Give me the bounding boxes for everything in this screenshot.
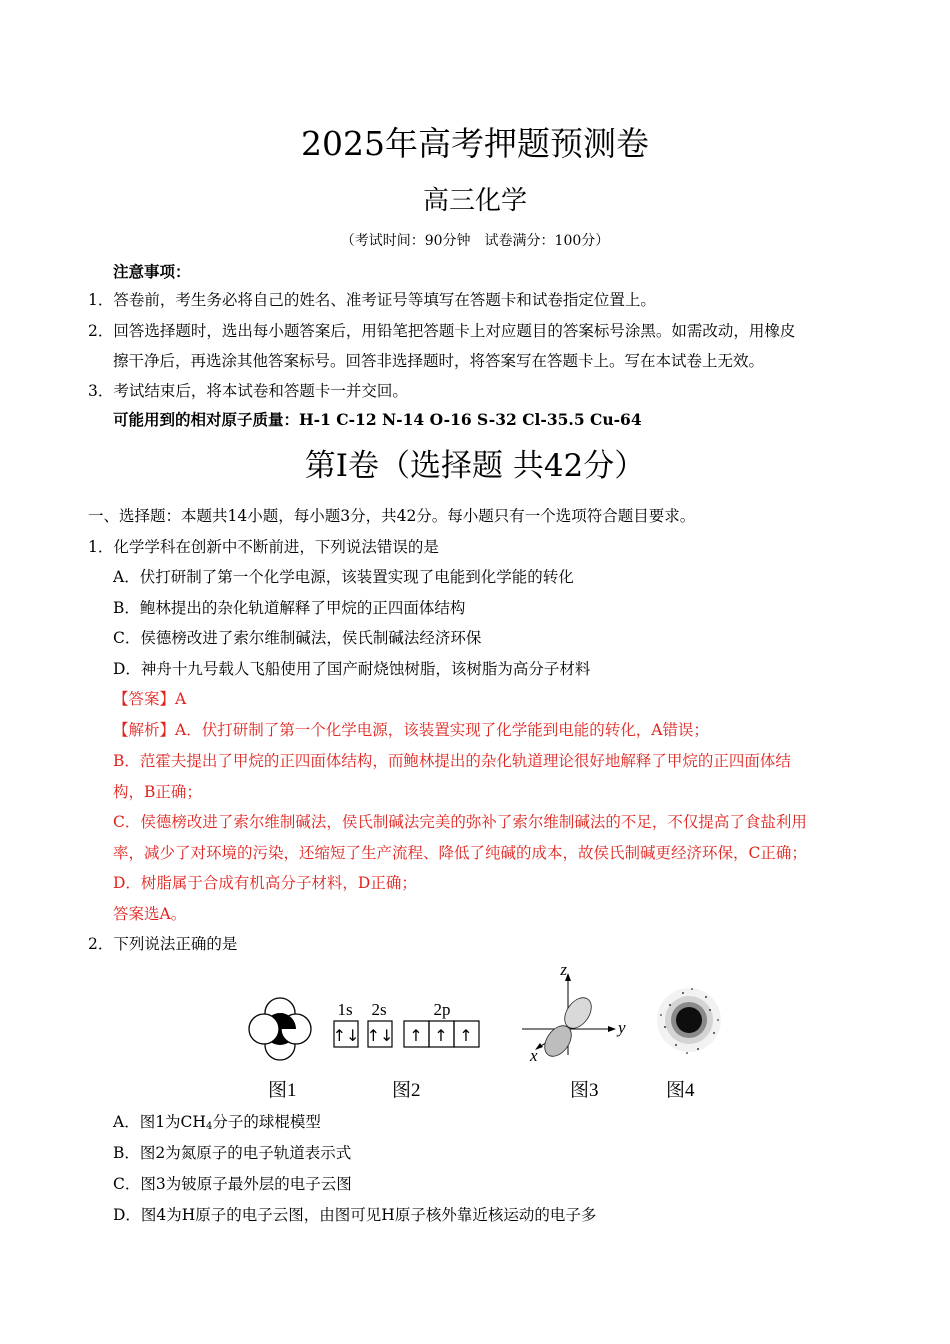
question-1-option-d: D．神舟十九号载人飞船使用了国产耐烧蚀树脂，该树脂为高分子材料 [113,660,591,678]
arrow-2p-1: ↑ [409,1026,423,1045]
arrows-1s: ↑↓ [332,1026,360,1045]
question-1-analysis-c: C．侯德榜改进了索尔维制碱法，侯氏制碱法完美的弥补了索尔维制碱法的不足，不仅提高了食盐利用 [113,813,807,831]
analysis-label: 【解析】 [113,721,176,739]
question-2-option-a [113,1112,321,1137]
question-1-analysis-c-cont: 率，减少了对环境的污染，还缩短了生产流程、降低了纯碱的成本，故侯氏制碱更经济环保，C正确； [113,844,807,862]
notice-heading: 注意事项： [113,262,191,281]
question-1-stem: 1．化学学科在创新中不断前进，下列说法错误的是 [88,538,439,556]
fig3-electron-cloud [522,965,626,1065]
fig2-label: 图2 [392,1080,421,1101]
notice-item: 3．考试结束后，将本试卷和答题卡一并交回。 [88,382,408,400]
question-1-option-b: B．鲍林提出的杂化轨道解释了甲烷的正四面体结构 [113,599,466,617]
fig4-electron-cloud [657,988,721,1054]
question-1-analysis-conclusion: 答案选A。 [113,905,187,923]
atomic-mass: 可能用到的相对原子质量：H-1 C-12 N-14 O-16 S-32 Cl-35.5 Cu-64 [113,410,642,429]
fig2-orbital-diagram [333,1000,479,1047]
question-1-answer: 【答案】A [113,690,187,708]
orbital-label-2s: 2s [371,1000,387,1019]
fig3-label: 图3 [570,1080,599,1101]
arrows-2s: ↑↓ [366,1026,394,1045]
notice-item: 2．回答选择题时，选出每小题答案后，用铅笔把答题卡上对应题目的答案标号涂黑。如需改动，用橡皮 [88,322,796,340]
exam-subtitle: 高三化学 [422,186,527,216]
option-a-subscript: 4 [205,1121,213,1132]
question-2-option-d: D．图4为H原子的电子云图，由图可见H原子核外靠近核运动的电子多 [113,1206,597,1224]
question-1-analysis-d: D．树脂属于合成有机高分子材料，D正确； [113,874,417,892]
option-a-text: A．图1为CH [113,1113,206,1131]
axis-y-label: y [618,1018,626,1037]
fig1-label: 图1 [268,1080,297,1101]
question-2-option-b: B．图2为氮原子的电子轨道表示式 [113,1144,352,1162]
analysis-line: A．伏打研制了第一个化学电源，该装置实现了化学能到电能的转化，A错误； [175,721,709,739]
section-instruction: 一、选择题：本题共14小题，每小题3分，共42分。每小题只有一个选项符合题目要求。 [88,507,696,525]
axis-x-label: x [530,1046,538,1065]
notice-item: 1．答卷前，考生务必将自己的姓名、准考证号等填写在答题卡和试卷指定位置上。 [88,291,656,309]
notice-item: 擦干净后，再选涂其他答案标号。回答非选择题时，将答案写在答题卡上。写在本试卷上无效。 [113,352,765,370]
orbital-label-2p: 2p [433,1000,451,1019]
orbital-label-1s: 1s [337,1000,353,1019]
axis-z-label: z [560,965,567,979]
fig1-model [249,998,311,1060]
question-1-analysis-a [113,720,709,740]
question-1-analysis-b-cont: 构，B正确； [113,783,202,801]
question-1-option-a: A．伏打研制了第一个化学电源，该装置实现了电能到化学能的转化 [113,568,574,586]
question-2-option-c: C．图3为铍原子最外层的电子云图 [113,1175,352,1193]
question-2-stem: 2．下列说法正确的是 [88,935,238,953]
arrow-2p-2: ↑ [434,1026,448,1045]
question-1-option-c: C．侯德榜改进了索尔维制碱法，侯氏制碱法经济环保 [113,629,482,647]
question-1-analysis-b: B．范霍夫提出了甲烷的正四面体结构，而鲍林提出的杂化轨道理论很好地解释了甲烷的正四面体结 [113,752,791,770]
arrow-2p-3: ↑ [459,1026,473,1045]
fig4-label: 图4 [666,1080,695,1101]
section-title: 第Ⅰ卷（选择题 共42分） [304,448,646,484]
question-2-figure [240,965,740,1100]
exam-info: （考试时间：90分钟 试卷满分：100分） [340,233,610,249]
exam-title: 2025年高考押题预测卷 [301,124,649,163]
option-a-text-cont: 分子的球棍模型 [212,1113,321,1131]
